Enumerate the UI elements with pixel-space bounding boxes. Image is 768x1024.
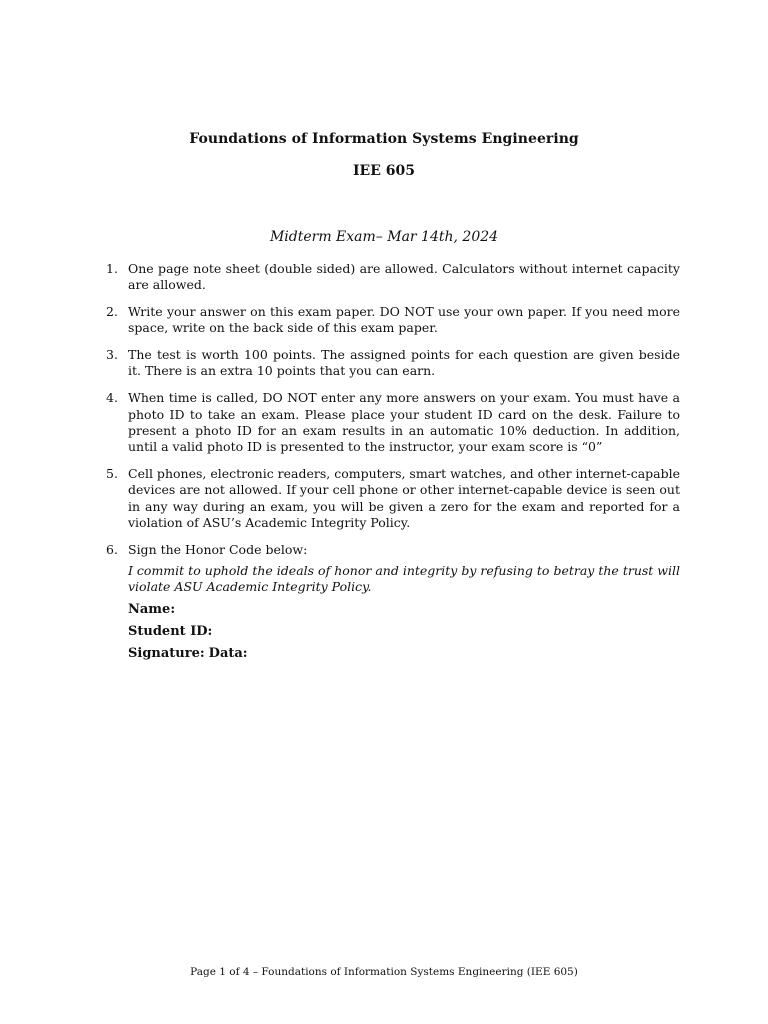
- instruction-item: [106, 347, 680, 380]
- instruction-item: [106, 390, 680, 455]
- name-field[interactable]: [128, 601, 680, 618]
- signature-label: Signature:: [128, 645, 205, 661]
- instruction-item: [106, 304, 680, 337]
- student-id-field[interactable]: [128, 623, 680, 640]
- instruction-number: 3.: [106, 347, 118, 363]
- instruction-item: [106, 261, 680, 294]
- instruction-text: The test is worth 100 points. The assigned points for each question are given beside it. There is an extra 10 points that you can earn.: [128, 347, 680, 379]
- honor-code-statement: I commit to uphold the ideals of honor and integrity by refusing to betray the trust will violate ASU Academic Integrity Policy.: [128, 562, 680, 595]
- instruction-text: Write your answer on this exam paper. DO NOT use your own paper. If you need more space, write on the back side of this exam paper.: [128, 304, 680, 336]
- instruction-number: 5.: [106, 465, 118, 481]
- instruction-item: [106, 466, 680, 531]
- name-label: Name:: [128, 601, 176, 617]
- instructions-list: [106, 261, 680, 672]
- instruction-text: Cell phones, electronic readers, computers, smart watches, and other internet-capable devices are not allowed. If your cell phone or other internet-capable device is seen out in any way during an exam, you will be given a zero for the exam and reported for a violation of ASU’s Academic Integrity Policy.: [128, 465, 680, 530]
- date-label: Data:: [208, 645, 248, 661]
- instruction-text: Sign the Honor Code below:: [128, 541, 308, 557]
- instruction-number: 1.: [106, 261, 118, 276]
- instruction-text: One page note sheet (double sided) are allowed. Calculators without internet capacity are allowed.: [128, 261, 680, 293]
- instruction-number: 4.: [106, 390, 118, 406]
- instruction-text: When time is called, DO NOT enter any more answers on your exam. You must have a photo ID to take an exam. Please place your student ID card on the desk. Failure to present a photo ID for an exam results in an automatic 10% deduction. In addition, until a valid photo ID is presented to the instructor, your exam score is “0”: [128, 390, 680, 455]
- exam-date-line: Midterm Exam– Mar 14th, 2024: [269, 229, 499, 245]
- page-footer: Page 1 of 4 – Foundations of Information Systems Engineering (IEE 605): [190, 966, 578, 978]
- course-title: Foundations of Information Systems Engineering: [189, 131, 579, 147]
- instruction-number: 2.: [106, 304, 118, 320]
- instruction-number: 6.: [106, 541, 118, 557]
- student-id-label: Student ID:: [128, 623, 213, 639]
- signature-date-field[interactable]: [128, 645, 680, 662]
- instruction-item-honor-code: [106, 542, 680, 662]
- course-code: IEE 605: [353, 163, 415, 179]
